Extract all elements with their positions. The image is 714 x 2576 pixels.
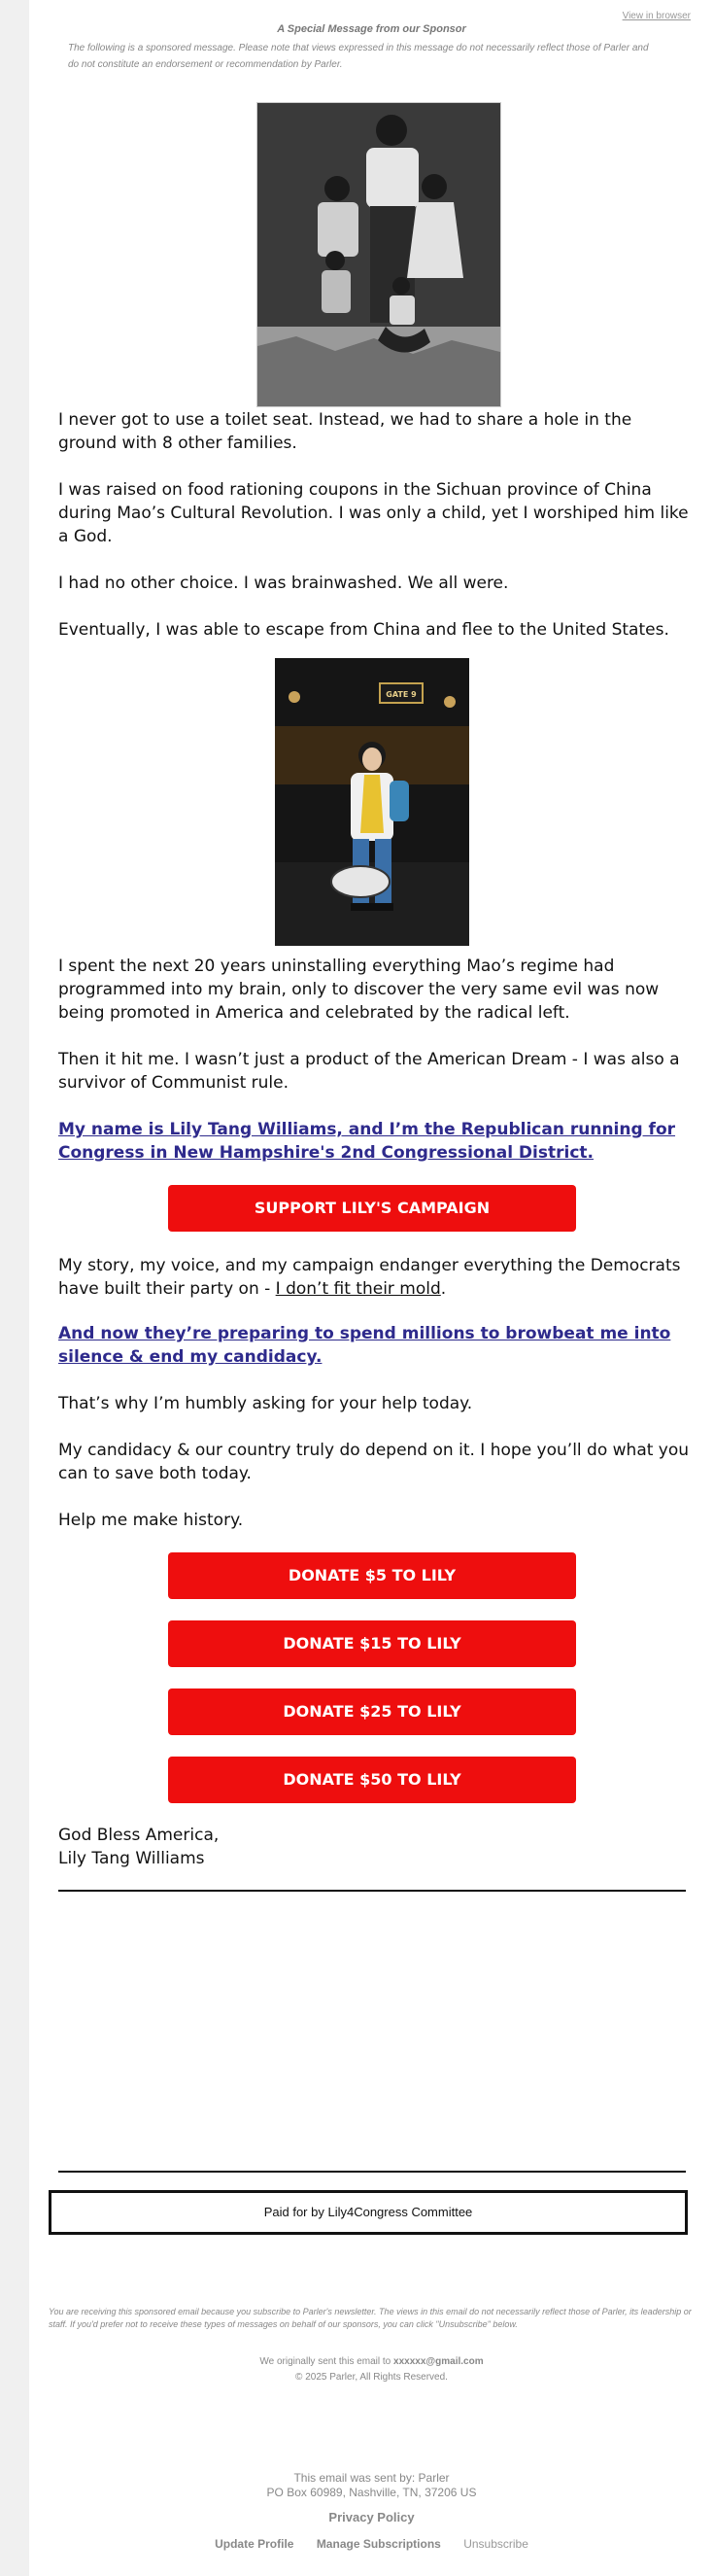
story-paragraph-3: I had no other choice. I was brainwashed. We all were. [58, 574, 509, 593]
paid-for-disclaimer: Paid for by Lily4Congress Committee [49, 2190, 688, 2235]
millions-silence-link[interactable]: And now they’re preparing to spend millions to browbeat me into silence & end my candidacy. [58, 1324, 671, 1367]
closing-signature: Lily Tang Williams [58, 1849, 205, 1868]
sent-by-line: This email was sent by: Parler [293, 2471, 450, 2485]
story-paragraph-7 [58, 1254, 690, 1301]
view-in-browser-link[interactable]: View in browser [622, 11, 691, 21]
donate-50-button[interactable]: DONATE $50 TO LILY [168, 1757, 576, 1803]
divider-top [58, 1890, 686, 1892]
sent-to-prefix: We originally sent this email to [259, 2356, 394, 2367]
candidate-intro-link[interactable]: My name is Lily Tang Williams, and I’m the Republican running for Congress in New Hampshire's 2nd Congressional District. [58, 1120, 676, 1163]
email-body [29, 0, 714, 2576]
story-paragraph-6: Then it hit me. I wasn’t just a product of the American Dream - I was also a survivor of Communist rule. [58, 1050, 680, 1093]
closing-greeting: God Bless America, [58, 1826, 220, 1845]
story-paragraph-4: Eventually, I was able to escape from China and flee to the United States. [58, 620, 669, 640]
manage-subscriptions-link[interactable]: Manage Subscriptions [316, 2537, 441, 2551]
sent-to-line [29, 2356, 714, 2367]
unsubscribe-link[interactable]: Unsubscribe [463, 2537, 528, 2551]
story-paragraph-2: I was raised on food rationing coupons in the Sichuan province of China during Mao’s Cultural Revolution. I was only a child, yet I worshiped him like a God. [58, 480, 689, 546]
story-paragraph-8: That’s why I’m humbly asking for your help today. [58, 1394, 473, 1413]
story-paragraph-5: I spent the next 20 years uninstalling everything Mao’s regime had programmed into my brain, only to discover the very same evil was now being promoted in America and celebrated by the radical left. [58, 957, 660, 1023]
copyright-line: © 2025 Parler, All Rights Reserved. [295, 2372, 448, 2383]
family-photo-illustration [257, 103, 500, 406]
donate-25-button[interactable]: DONATE $25 TO LILY [168, 1688, 576, 1735]
footer-subscription-note: You are receiving this sponsored email because you subscribe to Parler's newsletter. The views in this email do not necessarily reflect those of Parler, its leadership or staff. If you'd prefer not to receive these types of messages on behalf of our sponsors, you can click "Unsubscribe" below. [49, 2307, 692, 2329]
story-paragraph-9: My candidacy & our country truly do depend on it. I hope you’ll do what you can to save both today. [58, 1441, 690, 1483]
donate-15-button[interactable]: DONATE $15 TO LILY [168, 1620, 576, 1667]
story-paragraph-7-text: My story, my voice, and my campaign endanger everything the Democrats have built their party on - [58, 1256, 681, 1299]
sent-to-email: xxxxxx@gmail.com [393, 2356, 484, 2367]
privacy-policy-link[interactable]: Privacy Policy [328, 2510, 415, 2524]
sponsor-disclaimer: The following is a sponsored message. Please note that views expressed in this message do not necessarily reflect those of Parler and do not constitute an endorsement or recommendation by Parler. [68, 43, 649, 70]
support-campaign-button[interactable]: SUPPORT LILY'S CAMPAIGN [168, 1185, 576, 1232]
footer-links [29, 2537, 714, 2551]
postal-address: PO Box 60989, Nashville, TN, 37206 US [266, 2486, 477, 2499]
donate-5-button[interactable]: DONATE $5 TO LILY [168, 1552, 576, 1599]
update-profile-link[interactable]: Update Profile [215, 2537, 294, 2551]
dont-fit-mold-link[interactable]: I don’t fit their mold [275, 1279, 441, 1299]
family-photo [256, 102, 501, 407]
airport-photo [275, 658, 469, 946]
divider-bottom [58, 2171, 686, 2173]
gate-sign-text: GATE 9 [386, 690, 417, 699]
story-paragraph-10: Help me make history. [58, 1511, 244, 1530]
story-paragraph-1: I never got to use a toilet seat. Instead, we had to share a hole in the ground with 8 other families. [58, 410, 632, 453]
airport-photo-illustration [275, 658, 469, 946]
story-paragraph-7-end: . [440, 1279, 447, 1299]
sponsor-title: A Special Message from our Sponsor [277, 23, 466, 35]
